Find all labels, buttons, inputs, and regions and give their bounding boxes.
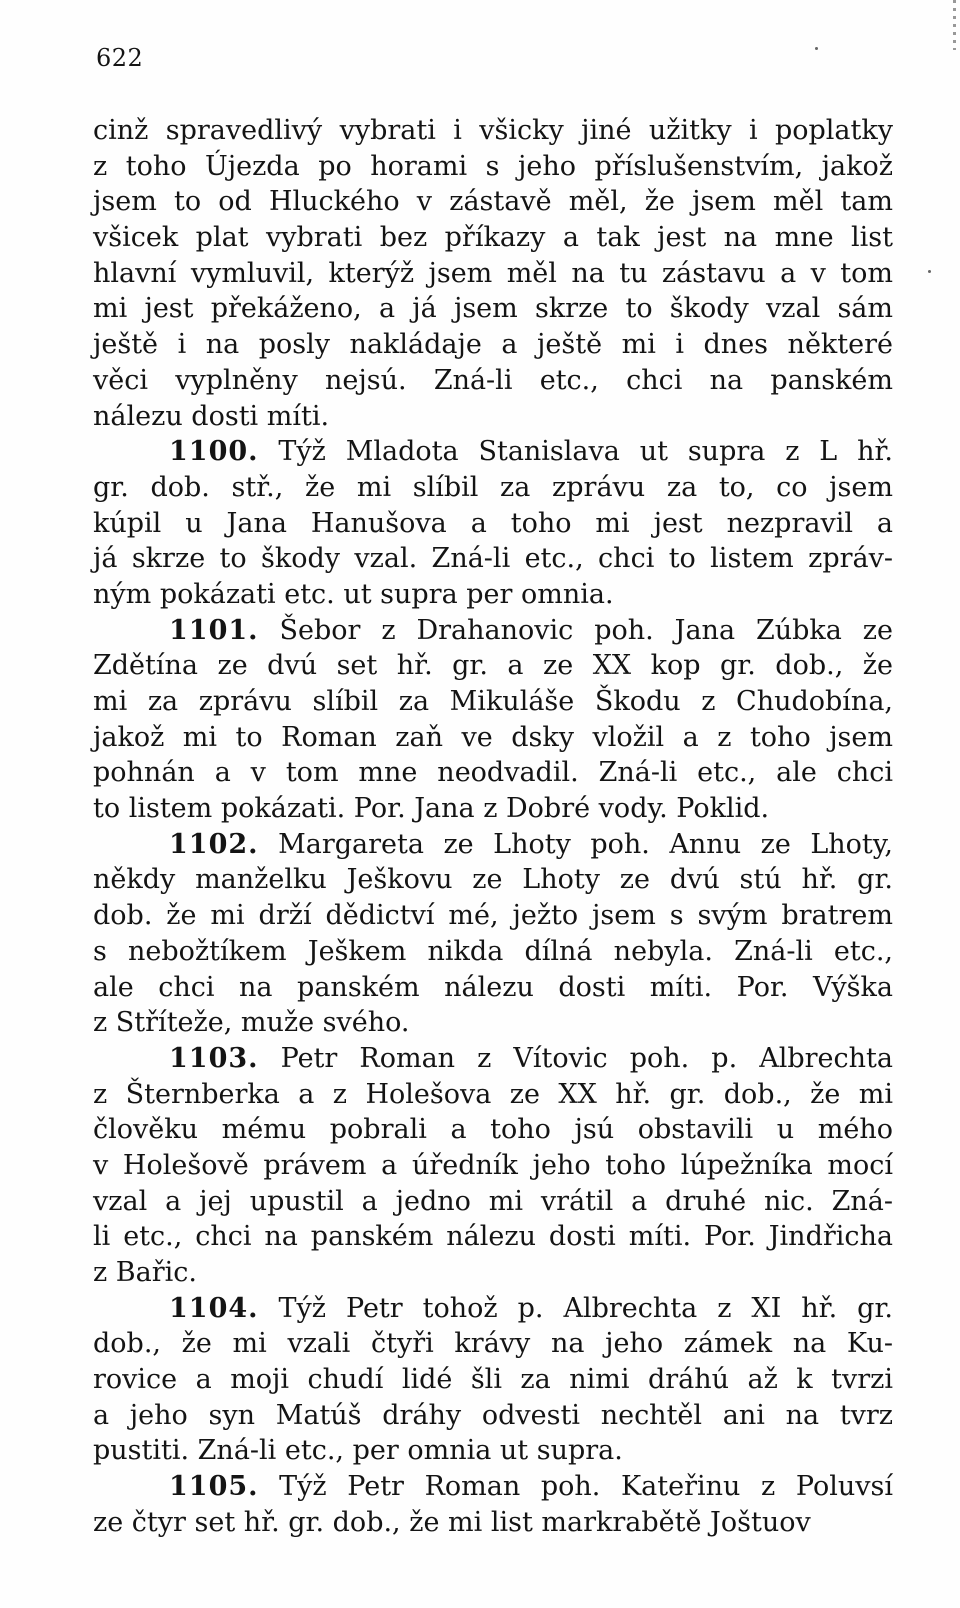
paper-speck <box>815 47 818 50</box>
text-line <box>93 434 893 470</box>
line-text: li etc., chci na panském nálezu dosti míti. Por. Jindřicha <box>93 1221 893 1253</box>
line-text: mi za zprávu slíbil za Mikuláše Škodu z Chudobína, <box>93 686 893 717</box>
line-text: dob. že mi drží dědictví mé, ježto jsem s svým bratrem <box>93 900 893 932</box>
text-line <box>93 1398 893 1434</box>
line-text: ale chci na panském nálezu dosti míti. Por. Výška <box>93 971 893 1003</box>
text-line <box>93 648 893 684</box>
text-line <box>93 720 893 756</box>
text-line <box>93 1433 893 1469</box>
line-text: rovice a moji chudí lidé šli za nimi dráhú až k tvrzi <box>93 1364 893 1396</box>
text-line <box>93 1219 893 1255</box>
text-line <box>93 1184 893 1220</box>
line-text: mi jest překáženo, a já jsem skrze to škody vzal sám <box>93 293 893 325</box>
text-line <box>93 577 893 613</box>
line-text: Margareta ze Lhoty poh. Annu ze Lhoty, <box>278 828 893 860</box>
text-line <box>93 827 893 863</box>
line-text: to listem pokázati. Por. Jana z Dobré vody. Poklid. <box>93 793 770 825</box>
text-line <box>93 1362 893 1398</box>
line-text: všicek plat vybrati bez příkazy a tak jest na mne list <box>93 222 893 254</box>
text-line <box>93 970 893 1006</box>
line-text: někdy manželku Ješkovu ze Lhoty ze dvú stú hř. gr. <box>93 864 893 896</box>
text-line <box>93 541 893 577</box>
line-text: gr. dob. stř., že mi slíbil za zprávu za to, co jsem <box>93 471 893 503</box>
continued-paragraph <box>93 113 893 434</box>
line-text: z toho Újezda po horami s jeho příslušenstvím, jakož <box>93 150 893 182</box>
line-text: ještě i na posly nakládaje a ještě mi i dnes některé <box>93 329 893 361</box>
text-line <box>93 327 893 363</box>
line-text: Týž Petr Roman poh. Kateřinu z Poluvsí <box>279 1471 893 1503</box>
text-line <box>93 1041 893 1077</box>
text-line <box>93 1005 893 1041</box>
line-text: věci vyplněny nejsú. Zná-li etc., chci na panském <box>93 364 893 396</box>
entry-paragraph <box>93 827 893 1041</box>
line-text: vzal a jej upustil a jedno mi vrátil a druhé nic. Zná- <box>93 1185 893 1217</box>
text-line <box>93 1326 893 1362</box>
paper-speck <box>928 270 931 273</box>
line-text: hlavní vymluvil, kterýž jsem měl na tu zástavu a v tom <box>93 257 893 289</box>
text-line <box>93 291 893 327</box>
text-line <box>93 934 893 970</box>
entry-paragraph <box>93 1469 893 1540</box>
line-text: Zdětína ze dvú set hř. gr. a ze XX kop gr. dob., že <box>93 650 893 682</box>
text-line <box>93 1077 893 1113</box>
text-line <box>93 506 893 542</box>
line-text: z Šternberka a z Holešova ze XX hř. gr. dob., že mi <box>93 1078 893 1110</box>
line-text: pustiti. Zná-li etc., per omnia ut supra. <box>93 1435 623 1467</box>
line-text: z Bařic. <box>93 1257 197 1288</box>
text-line <box>93 399 893 435</box>
entry-number: 1101. <box>169 614 259 646</box>
line-text: a jeho syn Matúš dráhy odvesti nechtěl ani na tvrz <box>93 1399 893 1431</box>
entry-paragraph <box>93 1291 893 1469</box>
text-line <box>93 684 893 720</box>
line-text: dob., že mi vzali čtyři krávy na jeho zámek na Ku- <box>93 1328 893 1360</box>
text-line <box>93 613 893 649</box>
text-line <box>93 862 893 898</box>
line-text: Petr Roman z Vítovic poh. p. Albrechta <box>280 1042 893 1074</box>
line-text: Šebor z Drahanovic poh. Jana Zúbka ze <box>279 614 893 646</box>
text-line <box>93 184 893 220</box>
page-number: 622 <box>96 44 144 72</box>
text-line <box>93 256 893 292</box>
line-text: já skrze to škody vzal. Zná-li etc., chci to listem zpráv- <box>93 543 893 575</box>
text-line <box>93 1148 893 1184</box>
text-line <box>93 113 893 149</box>
line-text: Týž Mladota Stanislava ut supra z L hř. <box>278 436 893 468</box>
entry-paragraph <box>93 1041 893 1291</box>
entry-number: 1105. <box>169 1471 259 1503</box>
text-line <box>93 363 893 399</box>
line-text: jakož mi to Roman zaň ve dsky vložil a z toho jsem <box>93 721 893 753</box>
page-edge-mark <box>953 0 956 50</box>
text-line <box>93 755 893 791</box>
text-line <box>93 470 893 506</box>
line-text: ze čtyr set hř. gr. dob., že mi list markrabětě Joštuov <box>93 1506 811 1538</box>
line-text: pohnán a v tom mne neodvadil. Zná-li etc., ale chci <box>93 757 893 789</box>
entry-number: 1104. <box>169 1292 259 1324</box>
text-line <box>93 1505 893 1541</box>
entry-paragraph <box>93 613 893 827</box>
line-text: v Holešově právem a úředník jeho toho lúpežníka mocí <box>93 1149 893 1181</box>
line-text: nálezu dosti míti. <box>93 400 330 432</box>
line-text: cinž spravedlivý vybrati i všicky jiné užitky i poplatky <box>93 115 893 146</box>
line-text: jsem to od Hluckého v zástavě měl, že jsem měl tam <box>93 186 893 218</box>
text-line <box>93 1112 893 1148</box>
text-body <box>93 113 893 1541</box>
text-line <box>93 1469 893 1505</box>
text-line <box>93 1291 893 1327</box>
text-line <box>93 1255 893 1291</box>
entry-number: 1100. <box>169 436 259 468</box>
text-line <box>93 149 893 185</box>
line-text: z Stříteže, muže svého. <box>93 1007 410 1039</box>
entry-number: 1103. <box>169 1042 259 1074</box>
entry-number: 1102. <box>169 828 259 860</box>
text-line <box>93 791 893 827</box>
text-line <box>93 898 893 934</box>
entry-paragraph <box>93 434 893 612</box>
line-text: ným pokázati etc. ut supra per omnia. <box>93 578 614 610</box>
line-text: člověku mému pobrali a toho jsú obstavili u mého <box>93 1114 893 1146</box>
line-text: Týž Petr tohož p. Albrechta z XI hř. gr. <box>278 1292 893 1324</box>
line-text: kúpil u Jana Hanušova a toho mi jest nezpravil a <box>93 507 893 539</box>
text-line <box>93 220 893 256</box>
line-text: s nebožtíkem Ješkem nikda dílná nebyla. Zná-li etc., <box>93 935 893 967</box>
